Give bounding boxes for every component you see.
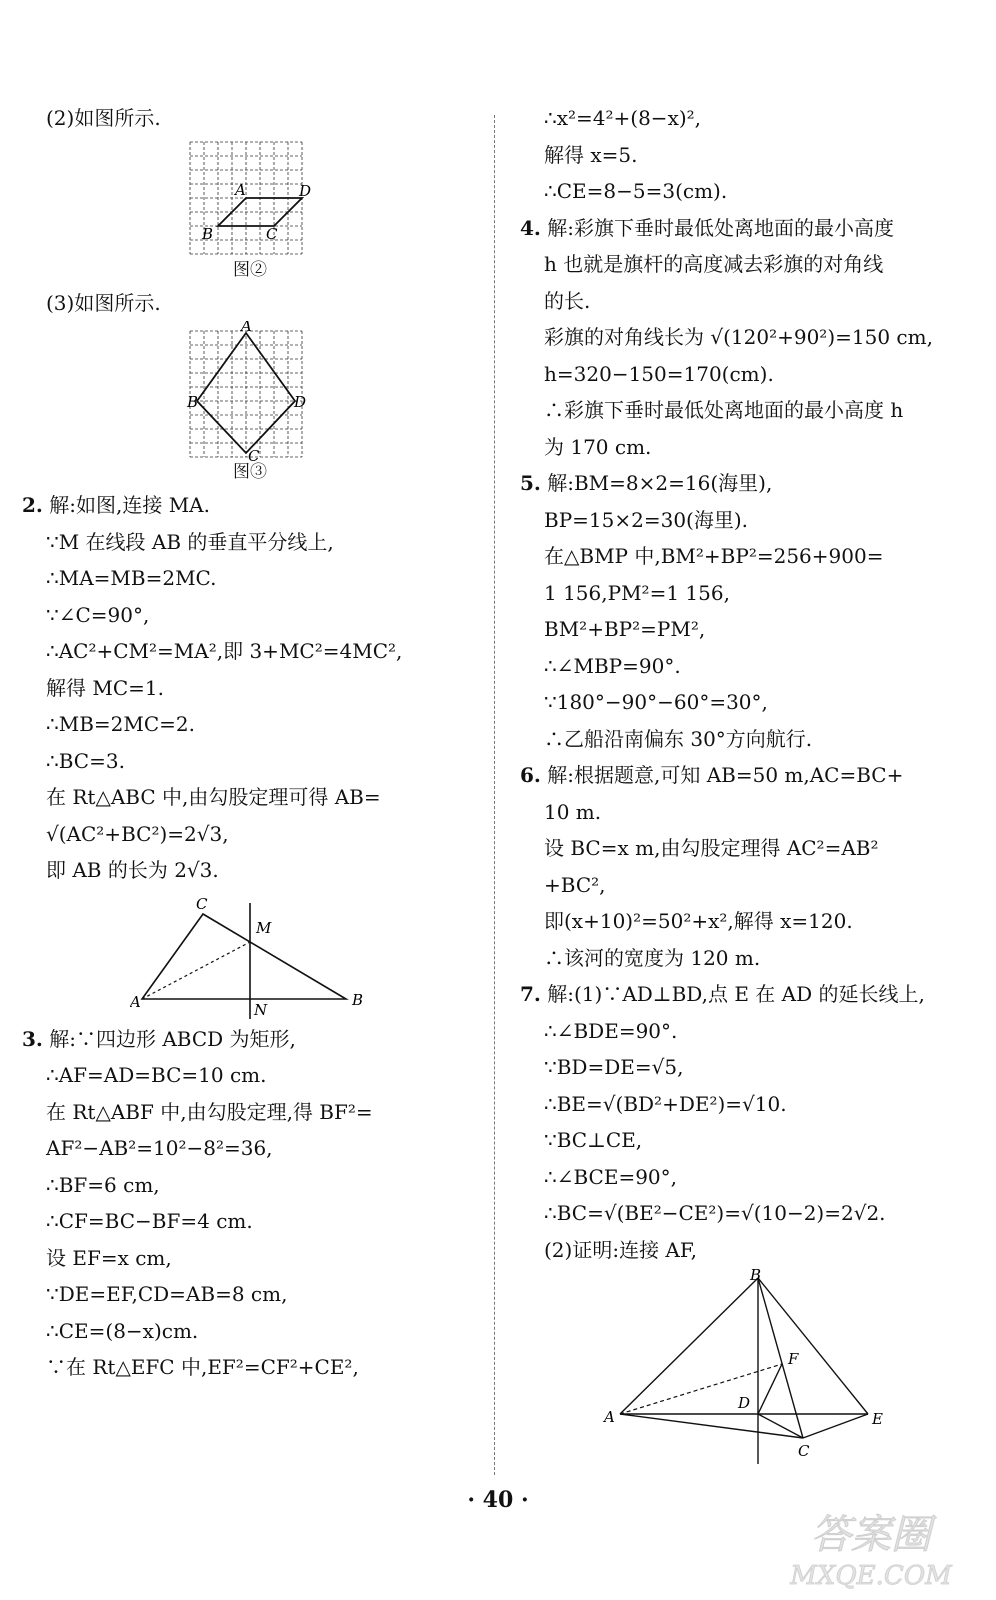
text-line: ∴CF=BC−BF=4 cm.	[46, 1209, 253, 1233]
text-line: 解得 MC=1.	[46, 675, 164, 700]
grid-lines	[190, 331, 302, 457]
text-line: ∴BC=3.	[46, 748, 125, 773]
label-c: C	[798, 1442, 810, 1460]
label-a: A	[130, 992, 141, 1011]
label-m: M	[256, 918, 272, 937]
problem-number: 6.	[520, 763, 541, 787]
label-b: B	[187, 393, 199, 411]
text-line: h=320−150=170(cm).	[544, 361, 774, 386]
text-line: ∴AC²+CM²=MA²,即 3+MC²=4MC²,	[46, 639, 403, 663]
triangle-figure	[130, 889, 370, 1021]
text-line: ∵BC⊥CE,	[544, 1128, 643, 1152]
label-a: A	[241, 321, 252, 335]
text-line: ∵DE=EF,CD=AB=8 cm,	[46, 1282, 288, 1306]
text-line: ∴MB=2MC=2.	[46, 712, 196, 736]
label-d: D	[738, 1394, 751, 1412]
text-line: AF²−AB²=10²−8²=36,	[46, 1136, 273, 1160]
fig2-caption: 图②	[233, 259, 267, 280]
label-b: B	[352, 990, 364, 1009]
segment-ma	[142, 942, 250, 999]
text-line: 1 156,PM²=1 156,	[544, 580, 730, 605]
text-line: 解:如图,连接 MA.	[49, 493, 210, 517]
problem-number: 5.	[520, 471, 541, 495]
text-line: (2)证明:连接 AF,	[544, 1237, 697, 1262]
text-line: ∵180°−90°−60°=30°,	[544, 690, 768, 714]
label-d: D	[299, 181, 312, 200]
label-a: A	[604, 1408, 615, 1426]
triangle-abc	[142, 914, 346, 999]
text-line: BM²+BP²=PM²,	[544, 617, 706, 641]
text-line: 的长.	[544, 288, 591, 313]
text-line: 解:(1)∵AD⊥BD,点 E 在 AD 的延长线上,	[547, 982, 925, 1006]
text-line: 在 Rt△ABF 中,由勾股定理,得 BF²=	[46, 1099, 373, 1124]
grid-figure-2	[185, 137, 315, 259]
watermark-text: 答案圈	[811, 1512, 931, 1558]
problem-5	[520, 465, 976, 757]
text-line: ∴彩旗下垂时最低处离地面的最小高度 h	[544, 398, 904, 422]
label-n: N	[254, 1000, 268, 1019]
right-column	[520, 100, 976, 1468]
text-line: ∴∠MBP=90°.	[544, 653, 681, 678]
label-d: D	[294, 393, 307, 411]
label-c: C	[266, 224, 278, 243]
text-line: 彩旗的对角线长为 √(120²+90²)=150 cm,	[544, 325, 933, 349]
s1-3-text: (3)如图所示.	[46, 290, 161, 315]
text-line: 解:∵四边形 ABCD 为矩形,	[49, 1026, 296, 1051]
text-line: ∵M 在线段 AB 的垂直平分线上,	[46, 529, 334, 554]
segment-be	[758, 1278, 868, 1414]
label-c: C	[248, 447, 260, 461]
pyramid-figure	[598, 1268, 898, 1468]
problem-number: 4.	[520, 215, 541, 240]
segment-ce	[803, 1414, 868, 1438]
problem-3-continued	[520, 100, 976, 210]
fig3-caption: 图③	[233, 462, 267, 482]
problem-number: 7.	[520, 982, 541, 1006]
column-divider	[494, 115, 495, 1475]
text-line: √(AC²+BC²)=2√3,	[46, 821, 229, 846]
problem-3	[22, 1021, 478, 1386]
text-line: ∴BE=√(BD²+DE²)=√10.	[544, 1091, 787, 1116]
text-line: h 也就是旗杆的高度减去彩旗的对角线	[544, 252, 884, 276]
text-line: ∴CE=(8−x)cm.	[46, 1318, 199, 1343]
problem-7	[520, 976, 976, 1468]
text-line: 设 EF=x cm,	[46, 1245, 172, 1270]
text-line: ∴MA=MB=2MC.	[46, 566, 217, 590]
problem-number: 2.	[22, 493, 43, 517]
label-c: C	[196, 894, 208, 913]
text-line: ∴∠BDE=90°.	[544, 1018, 678, 1043]
text-line: ∴BF=6 cm,	[46, 1172, 160, 1197]
label-b: B	[202, 224, 214, 243]
problem-4	[520, 210, 976, 466]
text-line: 在△BMP 中,BM²+BP²=256+900=	[544, 544, 884, 568]
label-f: F	[788, 1350, 799, 1368]
text-line: ∵在 Rt△EFC 中,EF²=CF²+CE²,	[46, 1355, 359, 1379]
text-line: ∴AF=AD=BC=10 cm.	[46, 1063, 267, 1087]
left-column	[22, 100, 478, 1386]
text-line: 在 Rt△ABC 中,由勾股定理可得 AB=	[46, 785, 381, 809]
text-line: 解:彩旗下垂时最低处离地面的最小高度	[547, 215, 894, 240]
segment-df	[758, 1364, 782, 1414]
text-line: ∴x²=4²+(8−x)²,	[544, 106, 702, 130]
text-line: 即 AB 的长为 2√3.	[46, 858, 219, 882]
label-e: E	[872, 1410, 883, 1428]
segment-ac	[620, 1414, 803, 1438]
problem-2	[22, 487, 478, 1021]
text-line: ∴乙船沿南偏东 30°方向航行.	[544, 726, 813, 751]
text-line: ∴BC=√(BE²−CE²)=√(10−2)=2√2.	[544, 1201, 886, 1225]
text-line: 10 m.	[544, 799, 602, 824]
watermark-url: MXQE.COM	[790, 1561, 952, 1590]
text-line: ∵∠C=90°,	[46, 602, 150, 627]
text-line: 解得 x=5.	[544, 142, 638, 167]
text-line: ∴该河的宽度为 120 m.	[544, 945, 761, 970]
text-line: 解:根据题意,可知 AB=50 m,AC=BC+	[547, 763, 904, 787]
text-line: ∴CE=8−5=3(cm).	[544, 179, 728, 203]
grid-figure-3	[185, 321, 315, 461]
text-line: +BC²,	[544, 872, 606, 897]
text-line: 即(x+10)²=50²+x²,解得 x=120.	[544, 909, 853, 933]
text-line: BP=15×2=30(海里).	[544, 507, 749, 532]
text-line: 设 BC=x m,由勾股定理得 AC²=AB²	[544, 836, 879, 860]
s1-2-text: (2)如图所示.	[46, 106, 161, 130]
problem-number: 3.	[22, 1026, 43, 1051]
text-line: 为 170 cm.	[544, 434, 652, 459]
text-line: ∴∠BCE=90°,	[544, 1164, 678, 1189]
label-b: B	[750, 1268, 762, 1284]
page-number: · 40 ·	[467, 1487, 529, 1513]
text-line: 解:BM=8×2=16(海里),	[547, 471, 773, 495]
text-line: ∵BD=DE=√5,	[544, 1055, 684, 1079]
watermark-logo	[771, 1500, 971, 1590]
problem-6	[520, 757, 976, 976]
label-a: A	[235, 180, 246, 199]
